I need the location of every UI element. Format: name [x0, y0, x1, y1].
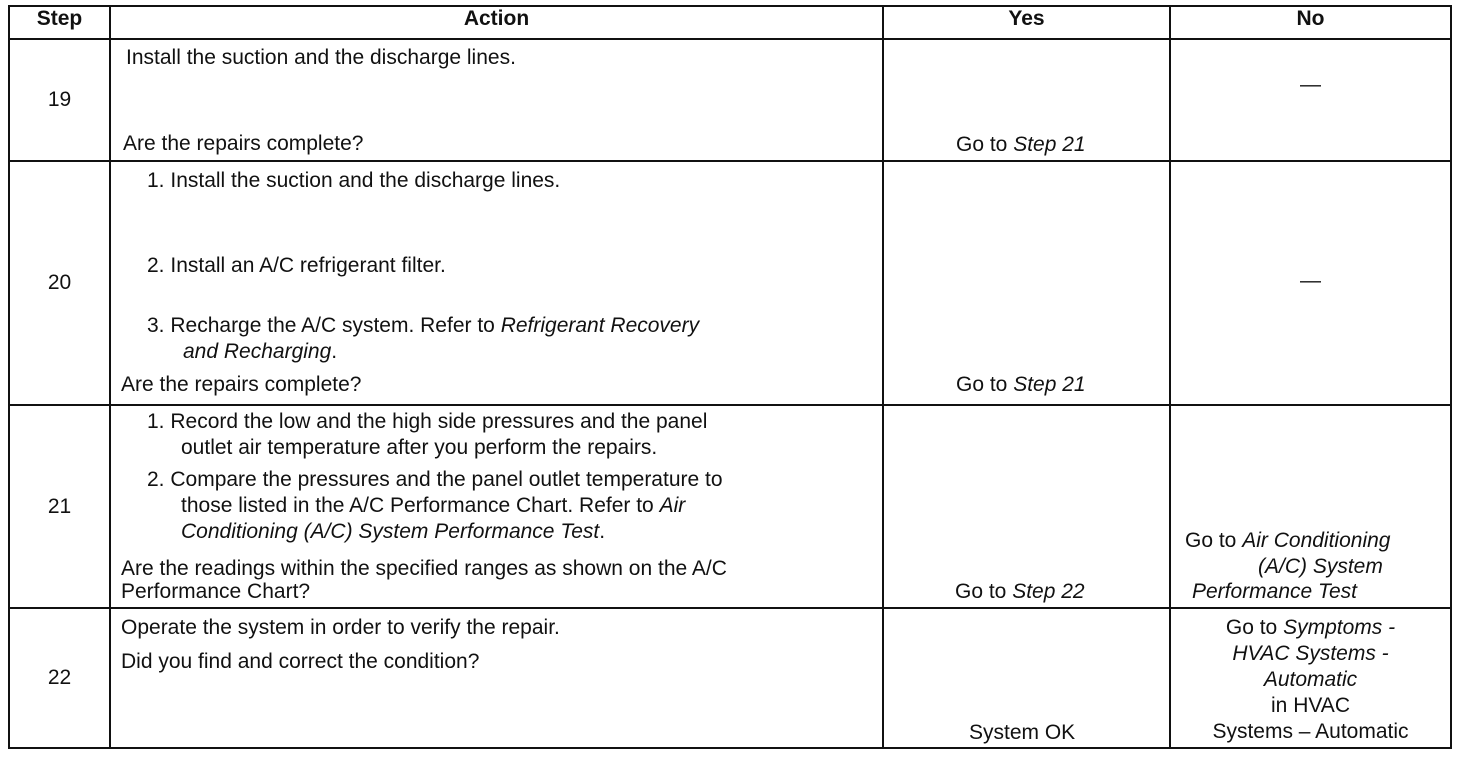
yes-cell	[883, 39, 1170, 161]
item-text: Record the low and the high side pressures and the panel	[170, 410, 708, 433]
list-item	[147, 168, 560, 194]
question-text: Are the repairs complete?	[123, 132, 364, 155]
item-number: 1.	[147, 410, 165, 433]
step-link[interactable]: Step 21	[1013, 373, 1086, 396]
no-line: in HVAC	[1271, 694, 1350, 717]
punctuation: .	[599, 520, 606, 543]
punctuation: .	[331, 340, 338, 363]
action-cell	[110, 161, 883, 405]
step-link[interactable]: Step 22	[1012, 580, 1085, 603]
table-row-step-22	[9, 608, 1451, 748]
reference-link[interactable]: and Recharging	[183, 340, 332, 363]
item-number: 1.	[147, 169, 165, 192]
list-item	[147, 409, 707, 435]
reference-link[interactable]: Air Conditioning	[1242, 529, 1391, 552]
goto-label: Go to	[956, 373, 1008, 396]
question-text: Are the readings within the specified ranges as shown on the A/C	[121, 557, 727, 580]
no-cell	[1170, 405, 1451, 608]
reference-link[interactable]: (A/C) System	[1258, 555, 1383, 578]
action-cell	[110, 405, 883, 608]
item-number: 2.	[147, 254, 165, 277]
no-cell	[1170, 39, 1451, 161]
reference-link[interactable]: Symptoms -	[1283, 616, 1396, 639]
reference-link[interactable]: Automatic	[1263, 668, 1358, 691]
goto-label: Go to	[1225, 616, 1278, 639]
item-number: 3.	[147, 314, 165, 337]
reference-link[interactable]: Conditioning (A/C) System Performance Test	[181, 520, 600, 543]
list-item-continuation	[183, 339, 337, 365]
no-cell	[1170, 161, 1451, 405]
table-row-step-21	[9, 405, 1451, 608]
list-item	[147, 313, 699, 339]
no-line: Systems – Automatic	[1212, 720, 1409, 743]
reference-link[interactable]: HVAC Systems -	[1232, 642, 1389, 665]
yes-goto	[956, 372, 1086, 398]
step-number: 19	[9, 39, 110, 161]
item-number: 2.	[147, 468, 165, 491]
goto-label: Go to	[956, 133, 1008, 156]
yes-result: System OK	[969, 721, 1076, 744]
yes-cell	[883, 608, 1170, 748]
table-row-step-19	[9, 39, 1451, 161]
action-cell	[110, 39, 883, 161]
item-text: Recharge the A/C system. Refer to	[170, 314, 495, 337]
list-item	[147, 253, 446, 279]
reference-link[interactable]: Performance Test	[1192, 580, 1357, 603]
goto-label: Go to	[1185, 529, 1237, 552]
item-text: Install the suction and the discharge lines.	[170, 169, 561, 192]
yes-goto	[955, 579, 1085, 605]
step-number: 21	[9, 405, 110, 608]
header-no: No	[1170, 6, 1451, 39]
diagnostic-table	[8, 5, 1452, 749]
item-text: Compare the pressures and the panel outlet temperature to	[170, 468, 723, 491]
no-goto	[1185, 528, 1390, 554]
item-text: those listed in the A/C Performance Chart. Refer to	[181, 494, 654, 517]
yes-goto	[956, 132, 1086, 158]
question-text: Are the repairs complete?	[121, 373, 362, 396]
no-dash: —	[1300, 73, 1321, 96]
yes-cell	[883, 405, 1170, 608]
table-row-step-20	[9, 161, 1451, 405]
no-goto	[1171, 615, 1450, 745]
action-text: Install the suction and the discharge lines.	[126, 46, 516, 69]
item-text-continuation	[181, 493, 685, 519]
no-cell	[1170, 608, 1451, 748]
question-text: Performance Chart?	[121, 580, 311, 603]
header-yes: Yes	[883, 6, 1170, 39]
item-text: Install an A/C refrigerant filter.	[170, 254, 446, 277]
no-line	[1171, 615, 1450, 641]
no-dash: —	[1300, 269, 1321, 292]
action-cell	[110, 608, 883, 748]
reference-link[interactable]: Air	[659, 494, 686, 517]
header-row	[9, 6, 1451, 39]
step-number: 22	[9, 608, 110, 748]
action-text: Operate the system in order to verify the repair.	[121, 616, 560, 639]
header-step: Step	[9, 6, 110, 39]
list-item	[147, 467, 723, 493]
step-number: 20	[9, 161, 110, 405]
item-text-continuation	[181, 519, 605, 545]
header-action: Action	[110, 6, 883, 39]
reference-link[interactable]: Refrigerant Recovery	[500, 314, 700, 337]
item-text-continuation: outlet air temperature after you perform the repairs.	[181, 436, 658, 459]
question-text: Did you find and correct the condition?	[121, 650, 480, 673]
yes-cell	[883, 161, 1170, 405]
goto-label: Go to	[955, 580, 1007, 603]
step-link[interactable]: Step 21	[1013, 133, 1086, 156]
